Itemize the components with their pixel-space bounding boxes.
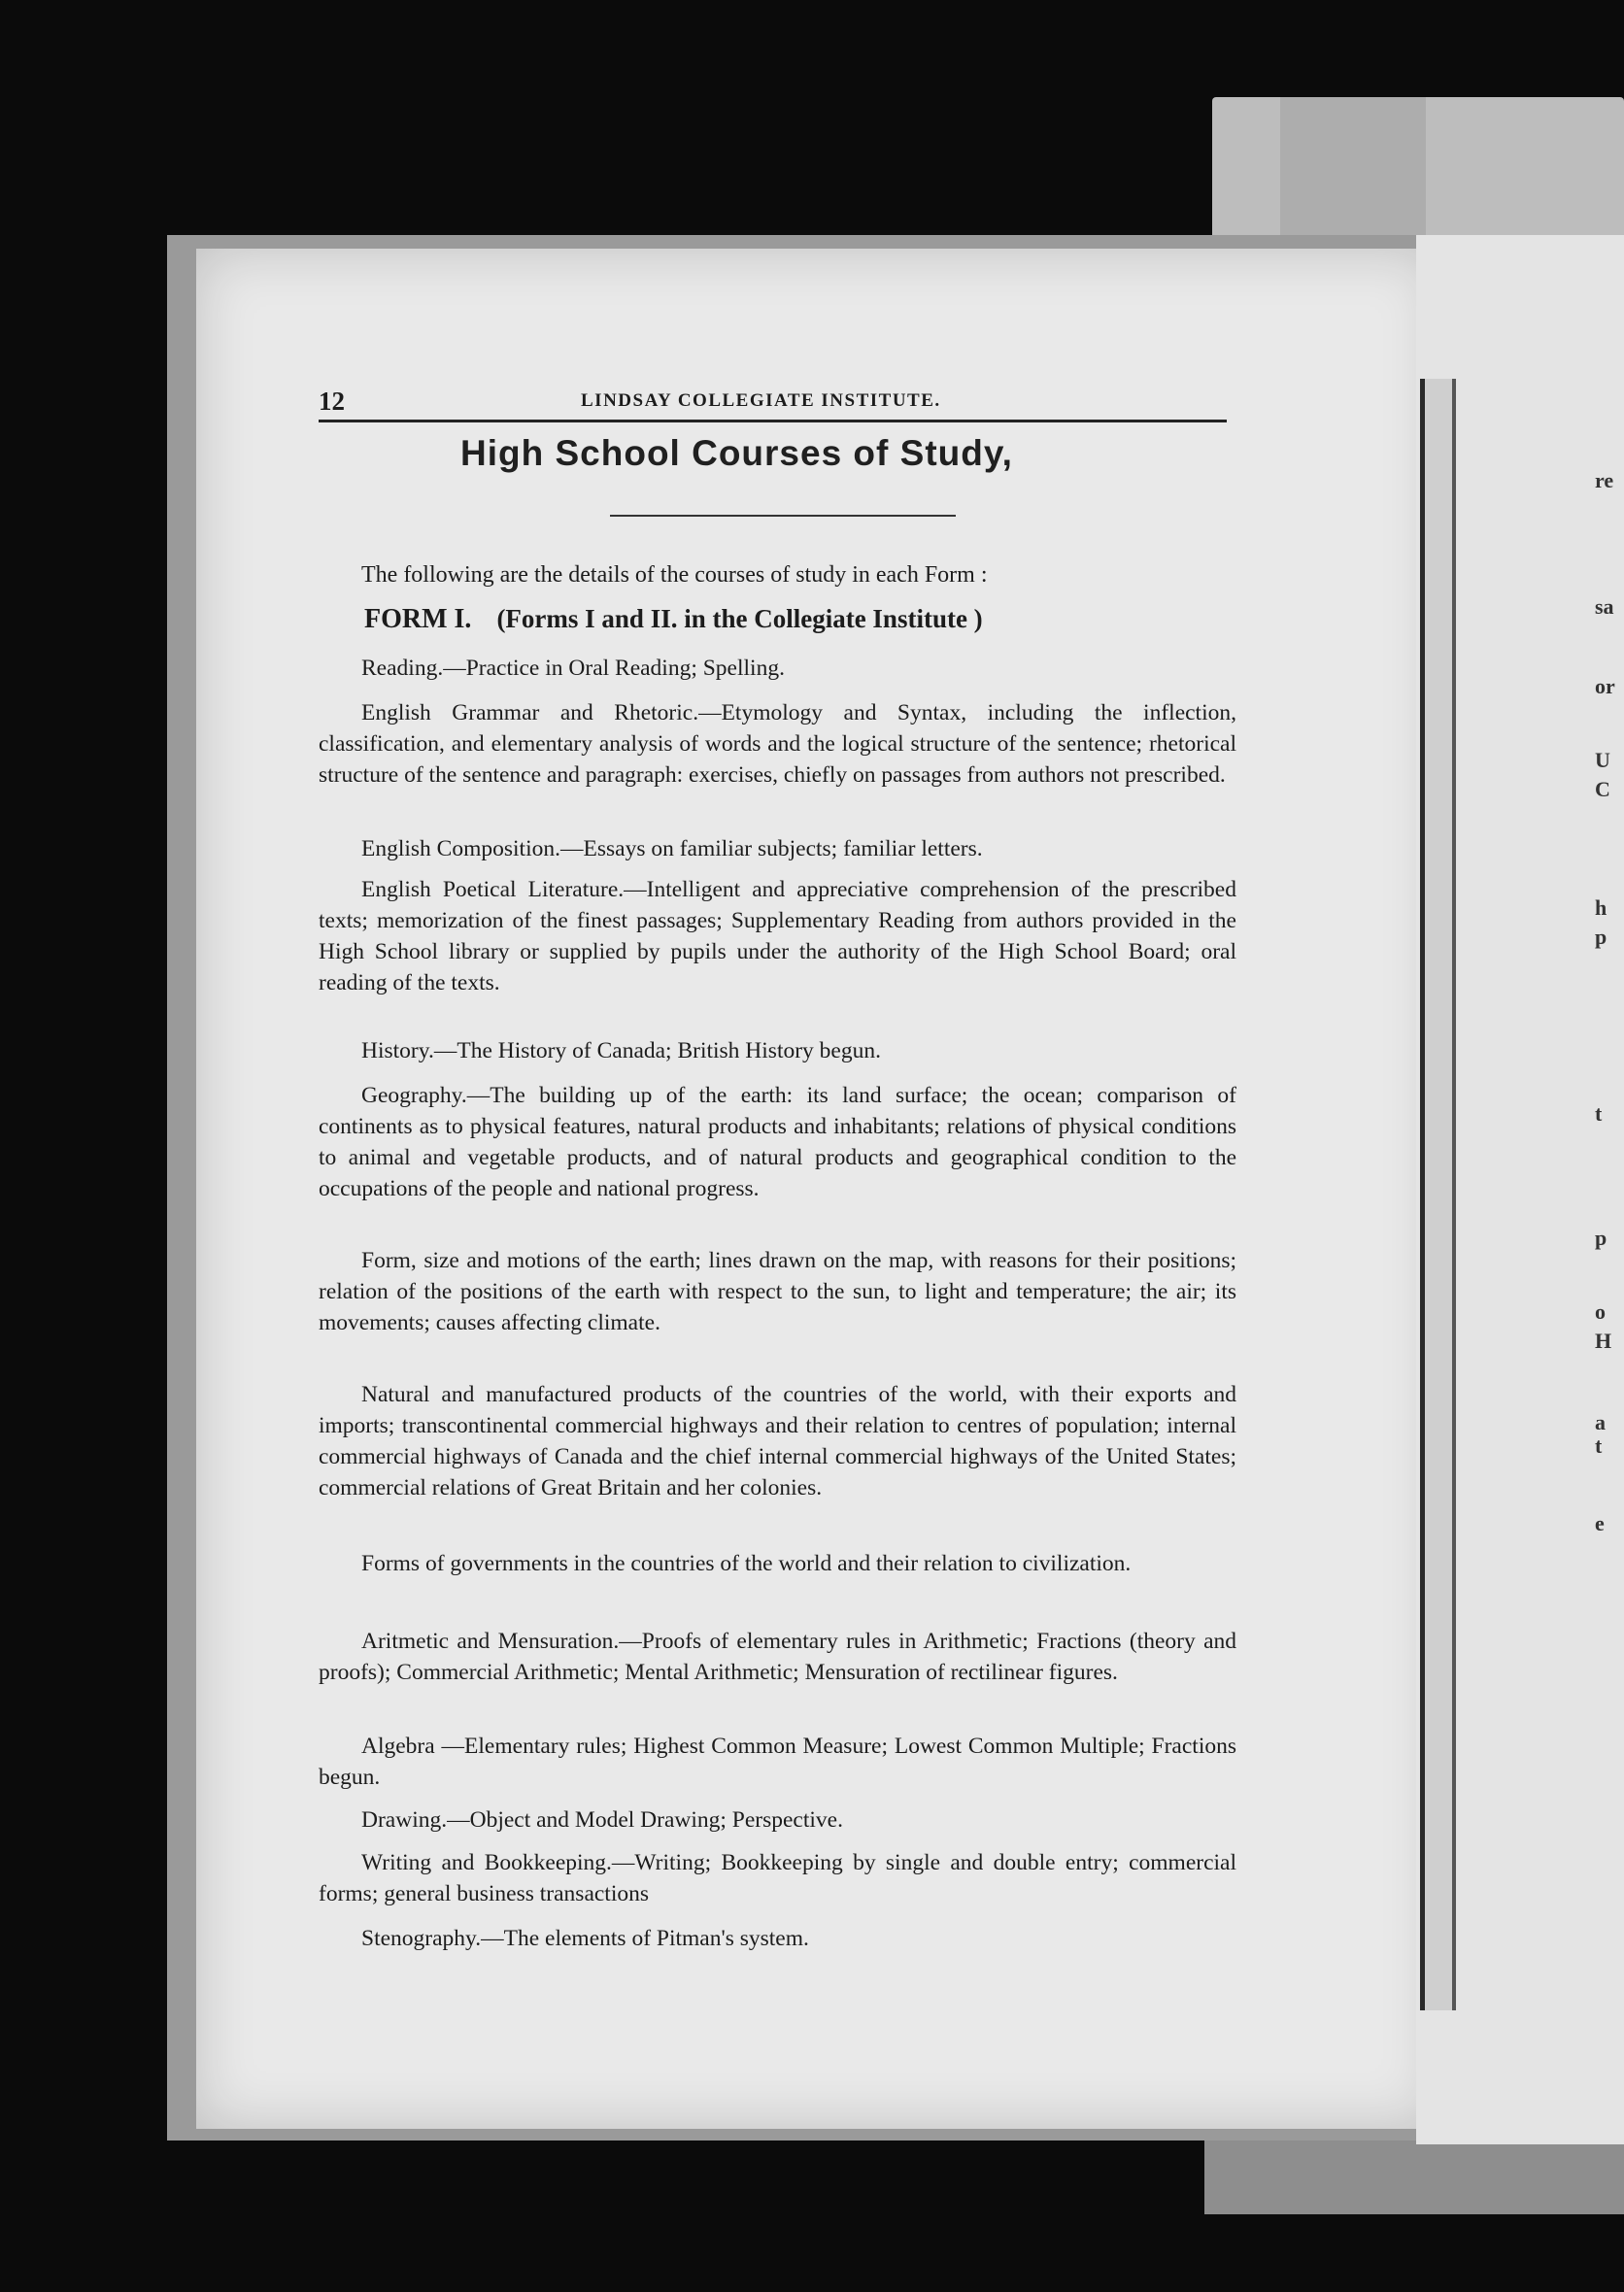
facing-fragment: o: [1595, 1299, 1606, 1324]
subject-paragraph: English Composition.—Essays on familiar subjects; familiar letters.: [361, 836, 983, 861]
form-heading: [364, 604, 983, 635]
binding-tape: [1212, 97, 1624, 243]
facing-fragment: t: [1595, 1433, 1603, 1458]
title-rule: [610, 515, 956, 517]
facing-fragment: t: [1595, 1101, 1603, 1126]
subject-paragraph: Drawing.—Object and Model Drawing; Perspective.: [361, 1807, 843, 1833]
subject-paragraph: Reading.—Practice in Oral Reading; Spelling.: [361, 656, 785, 681]
subject-paragraph: History.—The History of Canada; British History begun.: [361, 1038, 881, 1063]
subject-paragraph: English Grammar and Rhetoric.—Etymology and Syntax, including the inflection, classification, and elementary analysis of words and the logical structure of the sentence; rhetorical structure of the sentence and paragraph: exercises, chiefly on passages from authors not prescribed.: [319, 700, 1236, 788]
subject-paragraph: English Poetical Literature.—Intelligent and appreciative comprehension of the prescribed texts; memorization of the finest passages; Supplementary Reading from authors provided in the High School library or supplied by pupils under the authority of the High School Board; oral reading of the texts.: [319, 877, 1236, 995]
page-number: 12: [319, 387, 345, 416]
facing-page-text: [1593, 0, 1624, 2292]
facing-fragment: re: [1595, 468, 1614, 492]
facing-fragment: h: [1595, 895, 1607, 920]
page-title: High School Courses of Study,: [460, 433, 1013, 473]
subject-paragraph: Stenography.—The elements of Pitman's system.: [361, 1926, 809, 1951]
page-gutter: [1420, 379, 1456, 2010]
facing-fragment: C: [1595, 777, 1610, 801]
page-header: [319, 387, 1227, 422]
binding-strip: [1204, 2137, 1624, 2214]
facing-fragment: e: [1595, 1511, 1605, 1535]
form-label: FORM I.: [364, 604, 472, 634]
form-note: (Forms I and II. in the Collegiate Institute ): [496, 604, 983, 633]
facing-fragment: H: [1595, 1329, 1612, 1353]
intro-text: The following are the details of the courses of study in each Form :: [361, 562, 988, 588]
subject-paragraph: Algebra —Elementary rules; Highest Common Measure; Lowest Common Multiple; Fractions begun.: [319, 1734, 1236, 1790]
subject-paragraph: Geography.—The building up of the earth: its land surface; the ocean; comparison of continents as to physical features, natural products and inhabitants; relations of physical conditions to animal and vegetable products, and of natural products and geographical condition to the occupations of the people and national progress.: [319, 1083, 1236, 1201]
facing-fragment: sa: [1595, 594, 1614, 619]
facing-fragment: or: [1595, 674, 1615, 698]
facing-fragment: p: [1595, 925, 1607, 949]
subject-paragraph: Writing and Bookkeeping.—Writing; Bookkeeping by single and double entry; commercial forms; general business transactions: [319, 1850, 1236, 1906]
subject-paragraph: Natural and manufactured products of the countries of the world, with their exports and imports; transcontinental commercial highways and their relation to centres of population; internal commercial highways of Canada and the chief internal commercial highways of the United States; commercial relations of Great Britain and her colonies.: [319, 1382, 1236, 1500]
running-head: LINDSAY COLLEGIATE INSTITUTE.: [581, 390, 941, 411]
facing-fragment: U: [1595, 748, 1610, 772]
subject-paragraph: Form, size and motions of the earth; lines drawn on the map, with reasons for their positions; relation of the positions of the earth with respect to the sun, to light and temperature; the air; its movements; causes affecting climate.: [319, 1248, 1236, 1335]
facing-fragment: p: [1595, 1226, 1607, 1250]
subject-paragraph: Forms of governments in the countries of the world and their relation to civilization.: [361, 1551, 1132, 1576]
subject-paragraph: Aritmetic and Mensuration.—Proofs of elementary rules in Arithmetic; Fractions (theory and proofs); Commercial Arithmetic; Mental Arithmetic; Mensuration of rectilinear figures.: [319, 1629, 1236, 1685]
facing-fragment: a: [1595, 1410, 1606, 1434]
